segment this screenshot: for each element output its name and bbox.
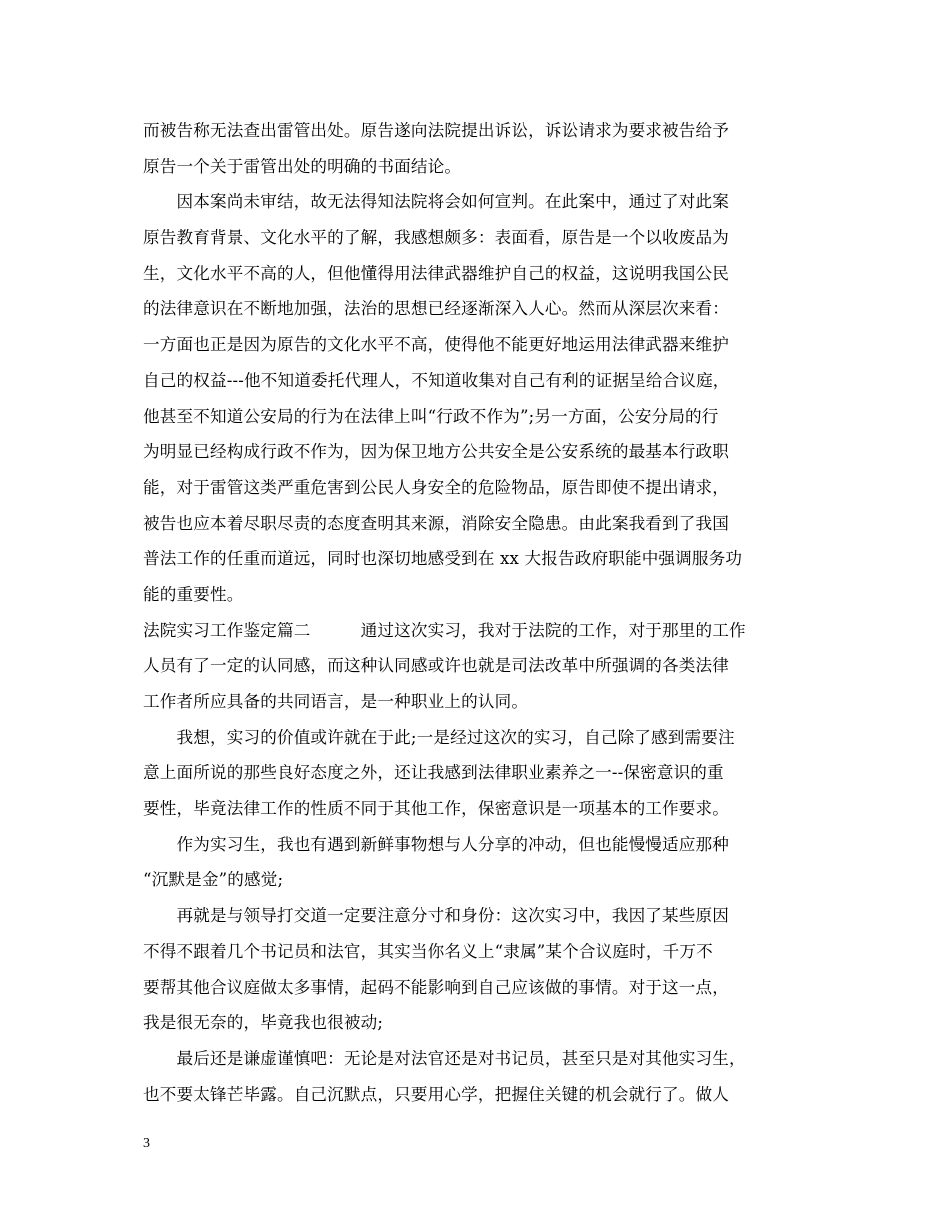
text-line: 工作者所应具备的共同语言，是一种职业上的认同。 <box>143 692 529 711</box>
text-line: 我想，实习的价值或许就在于此;一是经过这次的实习，自己除了感到需要注 <box>143 727 735 747</box>
text-line: 原告教育背景、文化水平的了解，我感想颇多：表面看，原告是一个以收废品为 <box>143 228 730 248</box>
text-line: 因本案尚未审结，故无法得知法院将会如何宣判。在此案中，通过了对此案 <box>143 192 730 212</box>
page-number: 3 <box>143 1136 150 1151</box>
text-line: 原告一个关于雷管出处的明确的书面结论。 <box>143 156 462 176</box>
text-line: 不得不跟着几个书记员和法官，其实当你名义上“隶属”某个合议庭时，千万不 <box>143 941 713 961</box>
text-line: 一方面也正是因为原告的文化水平不高，使得他不能更好地运用法律武器来维护 <box>143 335 730 355</box>
text-line: 被告也应本着尽职尽责的态度查明其来源，消除安全隐患。由此案我看到了我国 <box>143 513 730 533</box>
text-line: 的法律意识在不断地加强，法治的思想已经逐渐深入人心。然而从深层次来看： <box>143 299 730 319</box>
text-line: 我是很无奈的，毕竟我也很被动; <box>143 1013 384 1033</box>
text-line: 人员有了一定的认同感，而这种认同感或许也就是司法改革中所强调的各类法律 <box>143 656 730 676</box>
text-line: 要性，毕竟法律工作的性质不同于其他工作，保密意识是一项基本的工作要求。 <box>143 799 730 819</box>
text-line: 生，文化水平不高的人，但他懂得用法律武器维护自己的权益，这说明我国公民 <box>143 263 730 283</box>
body-text <box>143 113 843 1112</box>
text-line: 意上面所说的那些良好态度之外，还让我感到法律职业素养之一--保密意识的重 <box>143 763 724 783</box>
text-line: 再就是与领导打交道一定要注意分寸和身份：这次实习中，我因了某些原因 <box>143 906 730 926</box>
text-line: 最后还是谦虚谨慎吧：无论是对法官还是对书记员，甚至只是对其他实习生， <box>143 1048 746 1068</box>
text-line: 而被告称无法查出雷管出处。原告遂向法院提出诉讼，诉讼请求为要求被告给予 <box>143 121 730 140</box>
section-heading-line: 法院实习工作鉴定篇二 通过这次实习，我对于法院的工作，对于那里的工作 <box>143 620 746 640</box>
text-line: 为明显已经构成行政不作为，因为保卫地方公共安全是公安系统的最基本行政职 <box>143 442 730 462</box>
text-line: 也不要太锋芒毕露。自己沉默点，只要用心学，把握住关键的机会就行了。做人 <box>143 1084 730 1104</box>
text-line: 能的重要性。 <box>143 584 244 604</box>
text-line: 自己的权益---他不知道委托代理人，不知道收集对自己有利的证据呈给合议庭， <box>143 370 730 390</box>
text-line: 他甚至不知道公安局的行为在法律上叫“行政不作为”;另一方面，公安分局的行 <box>143 406 719 426</box>
text-line: 要帮其他合议庭做太多事情，起码不能影响到自己应该做的事情。对于这一点， <box>143 977 730 997</box>
text-line: 普法工作的任重而道远，同时也深切地感受到在 xx 大报告政府职能中强调服务功 <box>143 549 743 569</box>
text-line: 作为实习生，我也有遇到新鲜事物想与人分享的冲动，但也能慢慢适应那种 <box>143 834 730 854</box>
text-line: “沉默是金”的感觉; <box>143 870 284 890</box>
text-line: 能，对于雷管这类严重危害到公民人身安全的危险物品，原告即使不提出请求， <box>143 477 730 497</box>
